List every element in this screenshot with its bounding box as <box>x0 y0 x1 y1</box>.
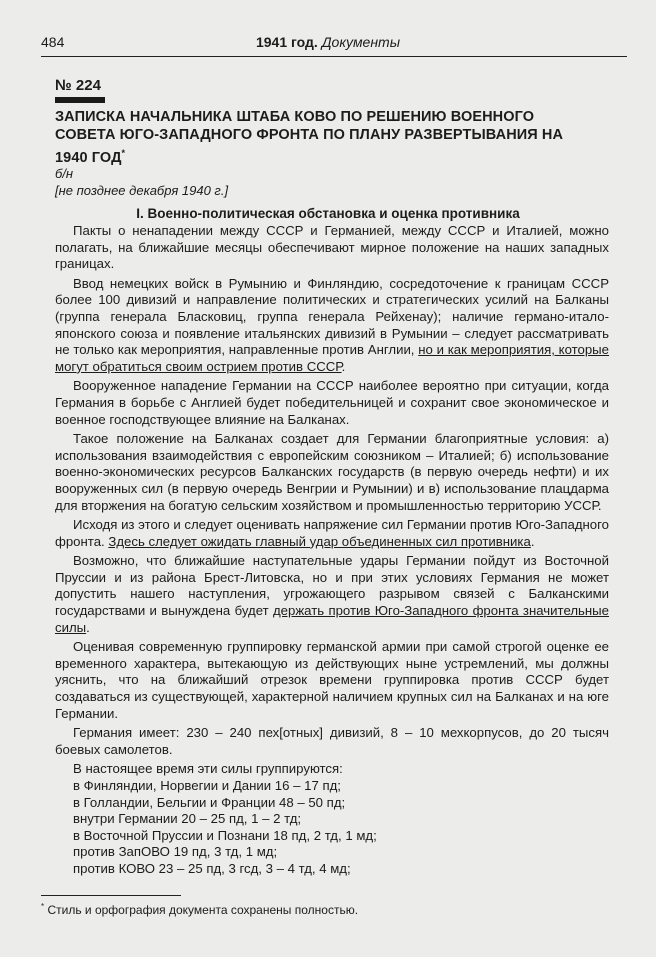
document-meta <box>55 165 228 199</box>
page-number: 484 <box>41 34 65 50</box>
paragraph: В настоящее время эти силы группируются: <box>73 761 343 777</box>
list-item: в Голландии, Бельгии и Франции 48 – 50 пд; <box>73 794 346 810</box>
paragraph-text: . <box>530 533 535 549</box>
paragraph-text: Ввод немецких войск в Румынию и Финляндию, сосредоточение к границам СССР более 100 дивизий и направление политических и стратегических усилий на Балканы (группа генерала Бласковиц, группа генерала Рейхенау); наличие германо-итало-японского союза и появление итальянских дивизий в Румынии – следует рассматривать не только как мероприятия, направленные против Англии, <box>55 275 609 358</box>
list-item: в Восточной Пруссии и Познани 18 пд, 2 тд, 1 мд; <box>73 827 377 843</box>
groupings-list <box>55 778 609 878</box>
document-number: № 224 <box>55 77 101 94</box>
list-item: против КОВО 23 – 25 пд, 3 гсд, 3 – 4 тд, 4 мд; <box>73 860 351 876</box>
document-number-bar <box>55 97 105 103</box>
underlined-text: Здесь следует ожидать главный удар объединенных сил противника <box>108 533 531 549</box>
footnote <box>41 902 358 917</box>
footnote-mark: * <box>41 902 45 911</box>
footnote-text: Стиль и орфография документа сохранены полностью. <box>47 903 359 917</box>
list-item: против ЗапОВО 19 пд, 3 тд, 1 мд; <box>73 844 278 860</box>
paragraph-text: Возможно, что ближайшие наступательные удары Германии пойдут из Восточной Пруссии и из района Брест-Литовска, но и при этих условиях Германия не может допустить нашего наступления, угрожающего разрывом связей с Балканскими государствами и вынуждена будет <box>55 553 609 619</box>
footnote-rule <box>41 895 181 896</box>
title-footnote-mark: * <box>121 148 126 158</box>
running-title: 1941 год. <box>255 34 318 50</box>
paragraph: Такое положение на Балканах создает для Германии благоприятные условия: а) использования взаимодействия с европейским союзником – Италией; б) использование военно-экономических ресурсов Балканских государств (в первую очередь нефти) и их вооруженных сил (в первую очередь Венгрии и Румынии) и в) использование плацдарма для вторжения на богатую сельским хозяйством и промышленностью территорию УССР. <box>55 431 609 513</box>
list-item: в Финляндии, Норвегии и Дании 16 – 17 пд; <box>73 778 341 793</box>
paragraph: Пакты о ненападении между СССР и Германией, между СССР и Италией, можно полагать, на ближайшие месяцы обеспечивают мирное положение на наших западных границах. <box>55 223 609 272</box>
document-title-text: ЗАПИСКА НАЧАЛЬНИКА ШТАБА КОВО ПО РЕШЕНИЮ ВОЕННОГО СОВЕТА ЮГО-ЗАПАДНОГО ФРОНТА ПО ПЛАНУ РАЗВЕРТЫВАНИЯ НА 1940 ГОД <box>55 109 564 166</box>
section-heading: I. Военно-политическая обстановка и оценка противника <box>136 206 520 221</box>
document-body <box>55 223 609 878</box>
document-date: [не позднее декабря 1940 г.] <box>55 183 229 198</box>
paragraph-text: . <box>86 619 90 635</box>
header-rule <box>41 56 627 57</box>
paragraph <box>55 276 609 376</box>
underlined-text: держать против Юго-Западного фронта значительные силы <box>55 603 609 635</box>
paragraph <box>55 517 609 550</box>
underlined-text: но и как мероприятия, которые могут обратиться своим острием против СССР <box>55 342 609 374</box>
paragraph <box>55 553 609 636</box>
paragraph-text: . <box>341 358 346 374</box>
list-item: внутри Германии 20 – 25 пд, 1 – 2 тд; <box>73 811 302 827</box>
document-title <box>55 108 595 167</box>
paragraph-text: Исходя из этого и следует оценивать напряжение сил Германии против Юго-Западного фронта. <box>55 517 609 549</box>
paragraph: Вооруженное нападение Германии на СССР наиболее вероятно при ситуации, когда Германия в борьбе с Англией будет победительницей и сохранит свое экономическое и военное господствующее влияние на Балканах. <box>55 378 609 427</box>
running-header <box>0 34 656 50</box>
running-title-italic: Документы <box>321 34 401 50</box>
document-ref: б/н <box>55 166 74 181</box>
paragraph: Оценивая современную группировку германской армии при самой строгой оценке ее временного характера, вытекающую из действующих ныне устремлений, мы должны уяснить, что на ближайший отрезок времени группировка против СССР будет создаваться из существующей, характерной наличием крупных сил на Балканах и на юге Германии. <box>55 639 609 721</box>
paragraph: Германия имеет: 230 – 240 пех[отных] дивизий, 8 – 10 мехкорпусов, до 20 тысяч боевых самолетов. <box>55 725 609 757</box>
